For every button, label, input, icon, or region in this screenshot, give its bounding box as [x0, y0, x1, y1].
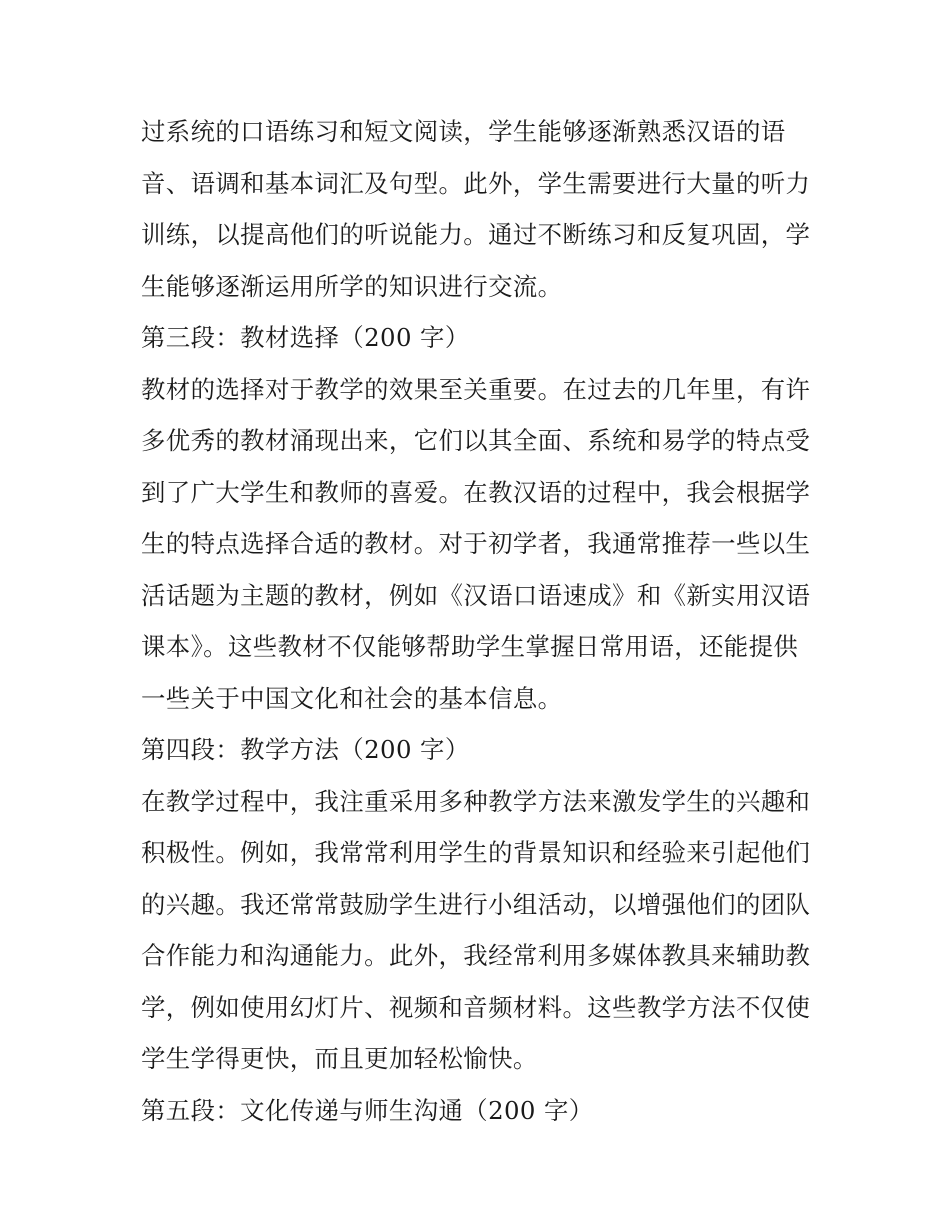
- paragraph-line: 的兴趣。我还常常鼓励学生进行小组活动，以增强他们的团队: [141, 889, 811, 919]
- paragraph-line: 过系统的口语练习和短文阅读，学生能够逐渐熟悉汉语的语: [141, 117, 786, 146]
- paragraph-line: 课本》。这些教材不仅能够帮助学生掌握日常用语，还能提供: [141, 632, 799, 661]
- section-heading-3: 第三段：教材选择（200 字）: [141, 323, 470, 352]
- section-heading-4: 第四段：教学方法（200 字）: [141, 735, 470, 764]
- paragraph-line: 生的特点选择合适的教材。对于初学者，我通常推荐一些以生: [141, 529, 811, 558]
- paragraph-line: 生能够逐渐运用所学的知识进行交流。: [141, 271, 563, 301]
- paragraph-line: 在教学过程中，我注重采用多种教学方法来激发学生的兴趣和: [141, 786, 811, 816]
- paragraph-line: 多优秀的教材涌现出来，它们以其全面、系统和易学的特点受: [141, 426, 811, 455]
- paragraph-line: 音、语调和基本词汇及句型。此外，学生需要进行大量的听力: [141, 168, 811, 198]
- document-body: [141, 106, 813, 1136]
- paragraph-line: 学，例如使用幻灯片、视频和音频材料。这些教学方法不仅使: [141, 992, 811, 1022]
- paragraph-line: 到了广大学生和教师的喜爱。在教汉语的过程中，我会根据学: [141, 477, 811, 507]
- paragraph-line: 教材的选择对于教学的效果至关重要。在过去的几年里，有许: [141, 374, 811, 404]
- paragraph-line: 训练，以提高他们的听说能力。通过不断练习和反复巩固，学: [141, 220, 811, 249]
- paragraph-line: 合作能力和沟通能力。此外，我经常利用多媒体教具来辅助教: [141, 941, 811, 970]
- paragraph-line: 一些关于中国文化和社会的基本信息。: [141, 683, 563, 713]
- paragraph-line: 积极性。例如，我常常利用学生的背景知识和经验来引起他们: [141, 838, 811, 867]
- paragraph-line: 活话题为主题的教材，例如《汉语口语速成》和《新实用汉语: [141, 580, 811, 610]
- paragraph-line: 学生学得更快，而且更加轻松愉快。: [141, 1044, 538, 1073]
- section-heading-5: 第五段：文化传递与师生沟通（200 字）: [141, 1095, 594, 1125]
